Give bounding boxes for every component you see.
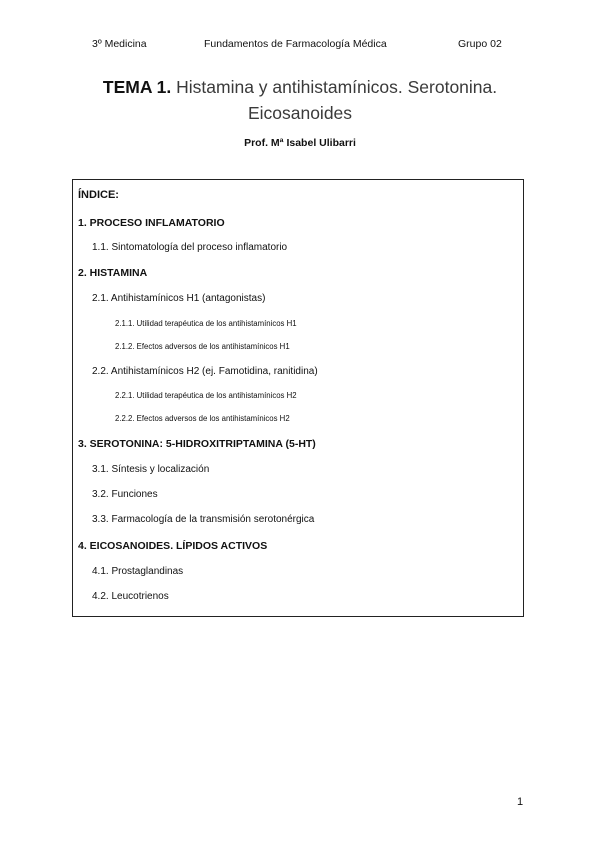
index-entry: 2.1.2. Efectos adversos de los antihistamínicos H1 bbox=[115, 342, 290, 351]
index-entry: 2.1.1. Utilidad terapéutica de los antihistamínicos H1 bbox=[115, 319, 297, 328]
index-entry: 3.2. Funciones bbox=[92, 489, 158, 500]
title-line2: Eicosanoides bbox=[247, 103, 353, 123]
index-entry: 3.3. Farmacología de la transmisión serotonérgica bbox=[92, 514, 315, 525]
index-entry: 3. SEROTONINA: 5-HIDROXITRIPTAMINA (5-HT) bbox=[78, 438, 316, 450]
index-entry: 4. EICOSANOIDES. LÍPIDOS ACTIVOS bbox=[78, 540, 268, 552]
index-heading: ÍNDICE: bbox=[78, 189, 119, 201]
title-prefix: TEMA 1. bbox=[102, 77, 172, 97]
page-header bbox=[0, 38, 600, 52]
title-line1: Histamina y antihistamínicos. Serotonina. bbox=[176, 77, 498, 97]
index-entry: 2.2.2. Efectos adversos de los antihistamínicos H2 bbox=[115, 414, 290, 423]
index-entry: 2.1. Antihistamínicos H1 (antagonistas) bbox=[92, 293, 266, 304]
header-subject: Fundamentos de Farmacología Médica bbox=[204, 38, 387, 50]
index-entry: 1.1. Sintomatología del proceso inflamatorio bbox=[92, 242, 288, 253]
document-title bbox=[40, 74, 560, 126]
index-entry: 4.2. Leucotrienos bbox=[92, 591, 169, 602]
index-box bbox=[72, 179, 524, 617]
index-entry: 3.1. Síntesis y localización bbox=[92, 464, 210, 475]
index-entry: 1. PROCESO INFLAMATORIO bbox=[78, 217, 225, 229]
header-course: 3º Medicina bbox=[92, 38, 147, 50]
author: Prof. Mª Isabel Ulibarri bbox=[244, 137, 356, 149]
index-entry: 2.2. Antihistamínicos H2 (ej. Famotidina, ranitidina) bbox=[92, 366, 318, 377]
index-entry: 4.1. Prostaglandinas bbox=[92, 566, 184, 577]
index-entry: 2.2.1. Utilidad terapéutica de los antihistamínicos H2 bbox=[115, 391, 297, 400]
header-group: Grupo 02 bbox=[458, 38, 502, 50]
index-entry: 2. HISTAMINA bbox=[78, 267, 148, 279]
page-number: 1 bbox=[517, 796, 524, 808]
